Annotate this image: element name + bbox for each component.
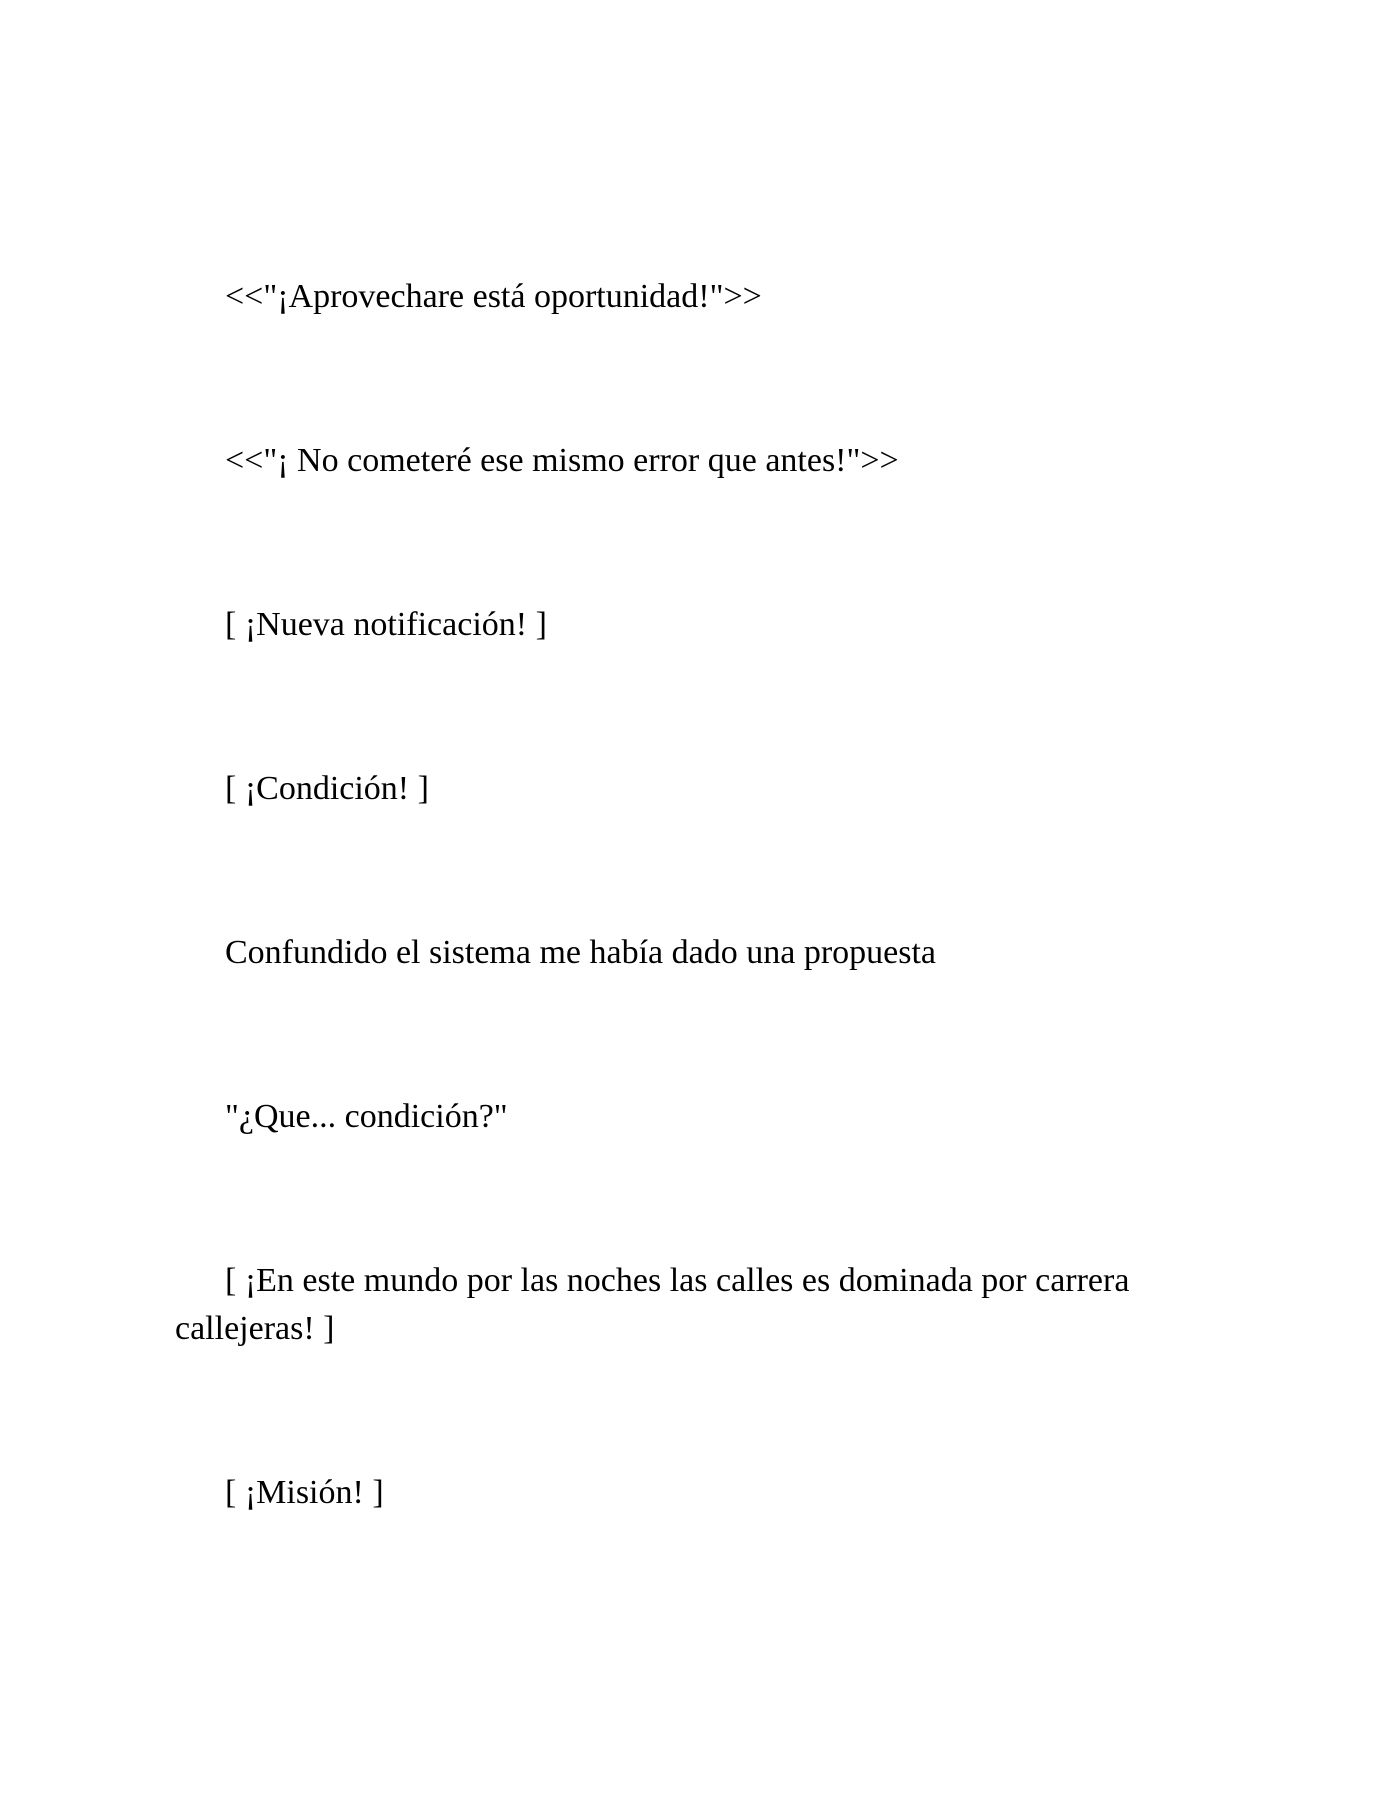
paragraph: [ ¡Nueva notificación! ] bbox=[225, 606, 547, 643]
paragraph: "¿Que... condición?" bbox=[225, 1098, 508, 1135]
paragraph: [ ¡Misión! ] bbox=[225, 1474, 384, 1511]
paragraph: <<"¡ No cometeré ese mismo error que antes!">> bbox=[225, 442, 899, 479]
paragraph: <<"¡Aprovechare está oportunidad!">> bbox=[225, 278, 762, 315]
paragraph: [ ¡En este mundo por las noches las calles es dominada por carrera callejeras! ] bbox=[175, 1262, 1130, 1347]
paragraph: Confundido el sistema me había dado una propuesta bbox=[225, 934, 936, 971]
paragraph: [ ¡Condición! ] bbox=[225, 770, 429, 807]
